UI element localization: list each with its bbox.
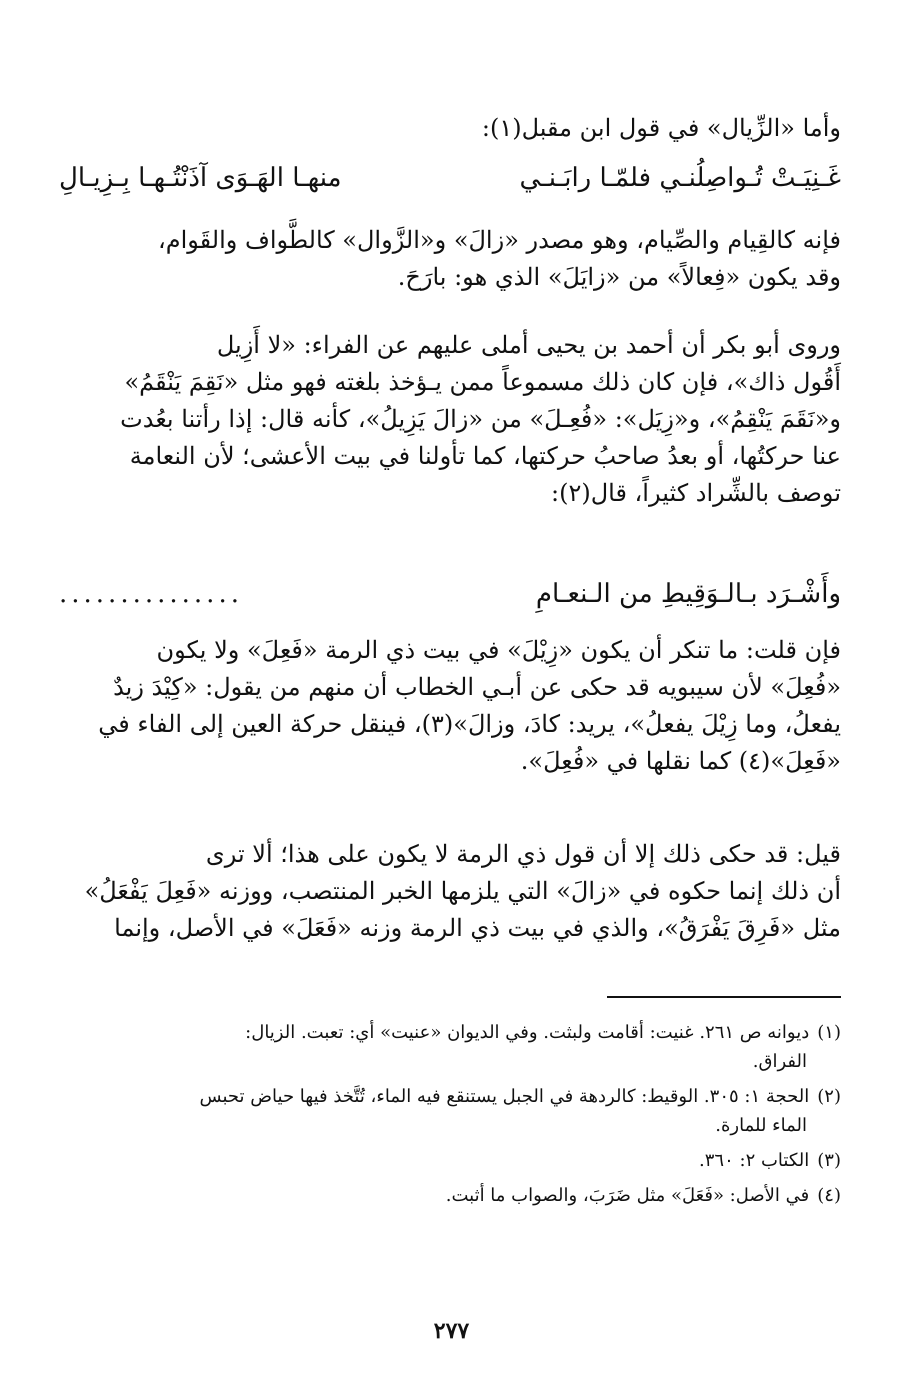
text-line: يفعلُ، وما زِيْلَ يفعلُ»، يريد: كادَ، وزالَ»(٣)، فينقل حركة العين إلى الفاء في — [98, 710, 841, 738]
footnote-number: (٣) — [817, 1150, 841, 1171]
page-number: ٢٧٧ — [433, 1318, 470, 1344]
text-line: فإنه كالقِيام والصِّيام، وهو مصدر «زالَ» و«الزَّوال» كالطَّواف والقَوام، — [157, 226, 841, 254]
footnote-number: (١) — [817, 1022, 841, 1043]
footnote-text: ديوانه ص ٢٦١. غنيت: أقامت ولبثت. وفي الديوان «عنيت» أي: تعبت. الزيال: — [245, 1022, 810, 1043]
text-line: مثل «فَرِقَ يَفْرَقُ»، والذي في بيت ذي الرمة وزنه «فَعَلَ» في الأصل، وإنما — [114, 914, 841, 942]
verse-ibn-muqbil — [59, 158, 841, 198]
text-line: توصف بالشِّراد كثيراً، قال(٢): — [551, 479, 841, 507]
text-line: قيل: قد حكى ذلك إلا أن قول ذي الرمة لا يكون على هذا؛ ألا ترى — [205, 840, 841, 868]
intro-line — [59, 110, 841, 147]
footnote-number: (٢) — [817, 1086, 841, 1107]
footnote-number: (٤) — [817, 1185, 841, 1206]
footnote-text: الماء للمارة. — [715, 1115, 807, 1136]
footnotes — [59, 1018, 841, 1216]
footnote-4 — [59, 1181, 841, 1210]
text-line: أَقُول ذاك»، فإن كان ذلك مسموعاً ممن يـؤخذ بلغته فهو مثل «نَقِمَ يَنْقَمُ» — [124, 368, 841, 396]
verse-al-asha — [59, 574, 841, 614]
verse-ellipsis: ............... — [59, 579, 243, 609]
paragraph-3 — [59, 632, 841, 780]
text-line: عنا حركتُها، أو بعدُ صاحبُ حركتها، كما تأولنا في بيت الأعشى؛ لأن النعامة — [129, 442, 841, 470]
text-line: «فَعِلَ»(٤) كما نقلها في «فُعِلَ». — [520, 747, 841, 775]
text-line: و«نَقَمَ يَنْقِمُ»، و«زِيَل»: «فُعِـلَ» من «زالَ يَزِيلُ»، كأنه قال: إذا رأتنا بعُدت — [120, 405, 841, 433]
text-line: «فُعِلَ» لأن سيبويه قد حكى عن أبـي الخطاب أن منهم من يقول: «كِيْدَ زيدٌ — [113, 673, 841, 701]
text-line: فإن قلت: ما تنكر أن يكون «زِيْلَ» في بيت ذي الرمة «فَعِلَ» ولا يكون — [156, 636, 841, 664]
paragraph-1 — [59, 222, 841, 296]
footnote-text: الفراق. — [752, 1051, 807, 1072]
text-line: وقد يكون «فِعالاً» من «زايَلَ» الذي هو: بارَحَ. — [397, 263, 841, 291]
paragraph-4 — [59, 836, 841, 947]
verse-hemistich-second: وأَشْـرَد بـالـوَقِيطِ من الـنعـامِ — [535, 579, 841, 609]
footnote-text: الكتاب ٢: ٣٦٠. — [699, 1150, 810, 1171]
footnote-3 — [59, 1146, 841, 1175]
footnote-text: في الأصل: «فَعَلَ» مثل ضَرَبَ، والصواب ما أثبت. — [445, 1185, 810, 1206]
footnote-1 — [59, 1018, 841, 1076]
footnote-text: الحجة ١: ٣٠٥. الوقيط: كالردهة في الجبل يستنقع فيه الماء، تُتَّخذ فيها حياض تحبس — [199, 1086, 810, 1107]
text-line: وأما «الزِّيال» في قول ابن مقبل(١): — [481, 114, 841, 142]
verse-hemistich-second: منهـا الهَـوَى آذَنْتُـهـا بِـزِيـالِ — [59, 163, 342, 193]
text-line: أن ذلك إنما حكوه في «زالَ» التي يلزمها الخبر المنتصب، ووزنه «فَعِلَ يَفْعَلُ» — [84, 877, 841, 905]
footnote-2 — [59, 1082, 841, 1140]
paragraph-2 — [59, 327, 841, 512]
verse-hemistich-first: غَـنِيَـتْ تُـواصِلُنـي فلمّـا رابَـنـي — [519, 163, 841, 193]
footnote-divider — [607, 996, 841, 998]
text-line: وروى أبو بكر أن أحمد بن يحيى أملى عليهم عن الفراء: «لا أَزِيل — [216, 331, 841, 359]
